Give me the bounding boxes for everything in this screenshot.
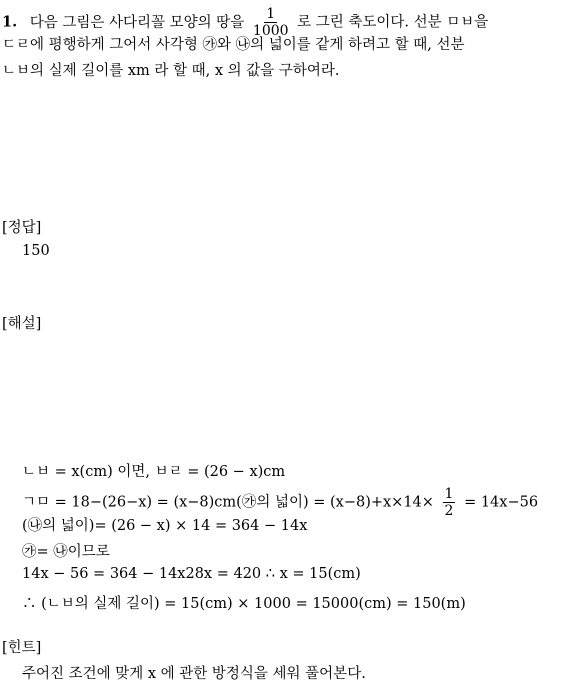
explanation-line-2-tail: = 14x−56: [464, 494, 539, 511]
explanation-label: [해설]: [2, 316, 42, 332]
half-fraction: [443, 486, 456, 519]
half-fraction-numerator: 1: [444, 486, 454, 502]
scale-fraction-numerator: 1: [266, 6, 276, 22]
question-line-3: ㄴㅂ의 실제 길이를 xm 라 할 때, x 의 값을 구하여라.: [2, 63, 340, 79]
question-text-1b: 로 그린 축도이다. 선분 ㅁㅂ을: [297, 14, 489, 31]
explanation-line-4: ㉮= ㉯이므로: [22, 544, 110, 560]
question-number: 1.: [2, 13, 18, 31]
question-line-2: ㄷㄹ에 평행하게 그어서 사각형 ㉮와 ㉯의 넓이를 같게 하려고 할 때, 선분: [2, 37, 465, 53]
explanation-line-3: (㉯의 넓이)= (26 − x) × 14 = 364 − 14x: [22, 518, 308, 534]
hint-label: [힌트]: [2, 640, 42, 656]
question-text-1a: 다음 그림은 사다리꼴 모양의 땅을: [29, 14, 245, 31]
explanation-line-5: 14x − 56 = 364 − 14x28x = 420 ∴ x = 15(cm): [22, 566, 361, 582]
explanation-line-2-text: ㄱㅁ = 18−(26−x) = (x−8)cm(㉮의 넓이) = (x−8)+x×14×: [22, 494, 434, 511]
scale-fraction-denominator: 1000: [252, 23, 289, 39]
explanation-line-1: ㄴㅂ = x(cm) 이면, ㅂㄹ = (26 − x)cm: [22, 464, 286, 480]
explanation-line-6: ∴ (ㄴㅂ의 실제 길이) = 15(cm) × 1000 = 15000(cm) = 150(m): [22, 596, 466, 612]
answer-label: [정답]: [2, 220, 42, 236]
answer-value: 150: [22, 243, 50, 259]
half-fraction-denominator: 2: [444, 503, 454, 519]
hint-text: 주어진 조건에 맞게 x 에 관한 방정식을 세워 풀어본다.: [22, 666, 366, 682]
